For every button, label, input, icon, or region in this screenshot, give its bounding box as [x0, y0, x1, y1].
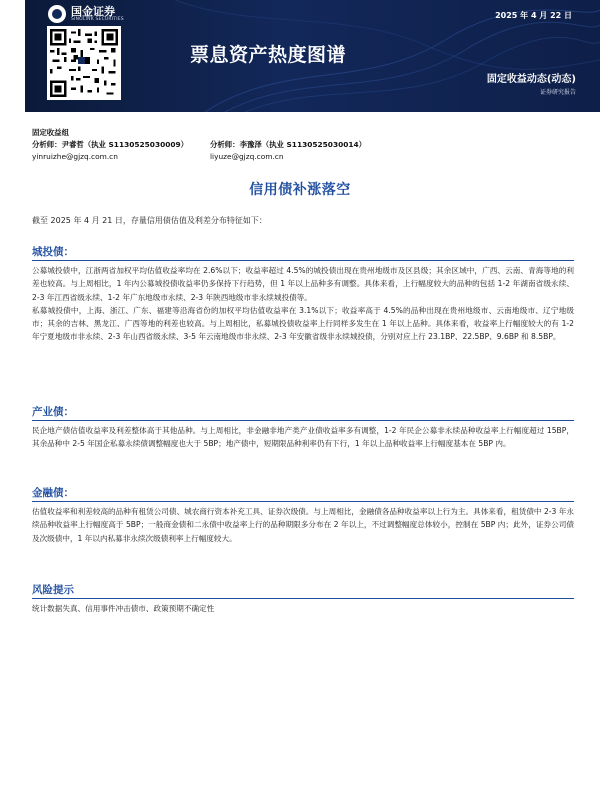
logo	[48, 5, 124, 23]
sinolink-logo-icon	[48, 5, 66, 23]
report-category: 固定收益动态(动态)	[486, 74, 576, 85]
section-risk	[32, 584, 574, 615]
section-divider	[32, 501, 574, 502]
report-type: 证券研究报告	[539, 89, 576, 96]
section-paragraph: 估值收益率和利差较高的品种有租赁公司债、城农商行资本补充工具、证券次级债。与上周相比，金融债各品种收益率以上行为主。具体来看，租赁债中 2-3 年永续品种收益率上行幅度高于 5BP；一般商金债和二永债中收益率上行的品种期限多分布在 2 年以上，不过调整幅度总体较小，控制在 5BP 内；此外，证券公司债及次级债中，1 年以内私募非永续次级债利率上行幅度较大。	[32, 507, 574, 543]
section-paragraph: 公募城投债中，江浙两省加权平均估值收益率均在 2.6%以下；收益率超过 4.5%的城投债出现在贵州地级市及区县级；其余区域中，广西、云南、青海等地的利差也较高。与上周相比，1 年内公募城投债收益率仍多保持下行趋势，但 1 年以上品种多有调整。具体来看，上行幅度较大的品种的包括 1-2 年湖南省级永续、2-3 年江西省级永续、1-2 年广东地级市永续、2-3 年陕西地级市非永续城投债等。	[32, 266, 574, 302]
logo-en: SINOLINK SECURITIES	[71, 16, 124, 22]
section-divider	[32, 420, 574, 421]
section-divider	[32, 260, 574, 261]
section-divider	[32, 598, 574, 599]
section-city-bonds	[32, 246, 574, 344]
section-paragraph: 民企地产债估值收益率及利差整体高于其他品种。与上周相比，非金融非地产类产业债收益率多有调整，1-2 年民企公募非永续品种收益率上行幅度超过 15BP，其余品种中 2-5 年国企私募永续债调整幅度也大于 5BP；地产债中，短期限品种利率仍有下行，1 年以上品种收益率上行幅度基本在 5BP 内。	[32, 426, 574, 449]
section-industry-bonds	[32, 406, 574, 451]
section-heading: 城投债：	[32, 246, 74, 258]
section-financial-bonds	[32, 487, 574, 545]
intro-text: 截至 2025 年 4 月 21 日，存量信用债估值及利差分布特征如下：	[32, 216, 267, 225]
analyst-1-email: yinruizhe@gjzq.com.cn	[32, 152, 118, 161]
qr-code	[47, 26, 121, 100]
section-heading: 风险提示	[32, 584, 74, 596]
section-heading: 金融债：	[32, 487, 74, 499]
report-date: 2025 年 4 月 22 日	[495, 11, 572, 20]
section-paragraph: 统计数据失真、信用事件冲击债市、政策预期不确定性	[32, 604, 215, 613]
analyst-block	[32, 127, 366, 163]
research-group: 固定收益组	[32, 128, 69, 137]
qr-code-icon	[50, 29, 118, 97]
analyst-2: 分析师：李豫泽（执业 S1130525030014）	[210, 140, 367, 149]
logo-cn: 国金证券	[71, 4, 115, 18]
analyst-1: 分析师：尹睿哲（执业 S1130525030009）	[32, 140, 189, 149]
section-heading: 产业债：	[32, 406, 74, 418]
report-title: 票息资产热度图谱	[190, 44, 347, 66]
analyst-2-email: liyuze@gjzq.com.cn	[210, 152, 284, 161]
section-paragraph: 私募城投债中，上海、浙江、广东、福建等沿海省份的加权平均估值收益率在 3.1%以下；收益率高于 4.5%的品种出现在贵州地级市、云南地级市、辽宁地级市；其余的吉林、黑龙江、广西等地的利差也较高。与上周相比，私募城投债收益率上行同样多发生在 1 年以上品种。具体来看，收益率上行幅度较大的有 1-2 年宁夏地级市非永续、2-3 年山西省级永续、3-5 年云南地级市非永续、2-3 年安徽省级非永续城投债，分别对应上行 23.1BP、22.5BP、9.6BP 和 8.5BP。	[32, 305, 574, 342]
document-title: 信用债补涨落空	[249, 182, 351, 198]
